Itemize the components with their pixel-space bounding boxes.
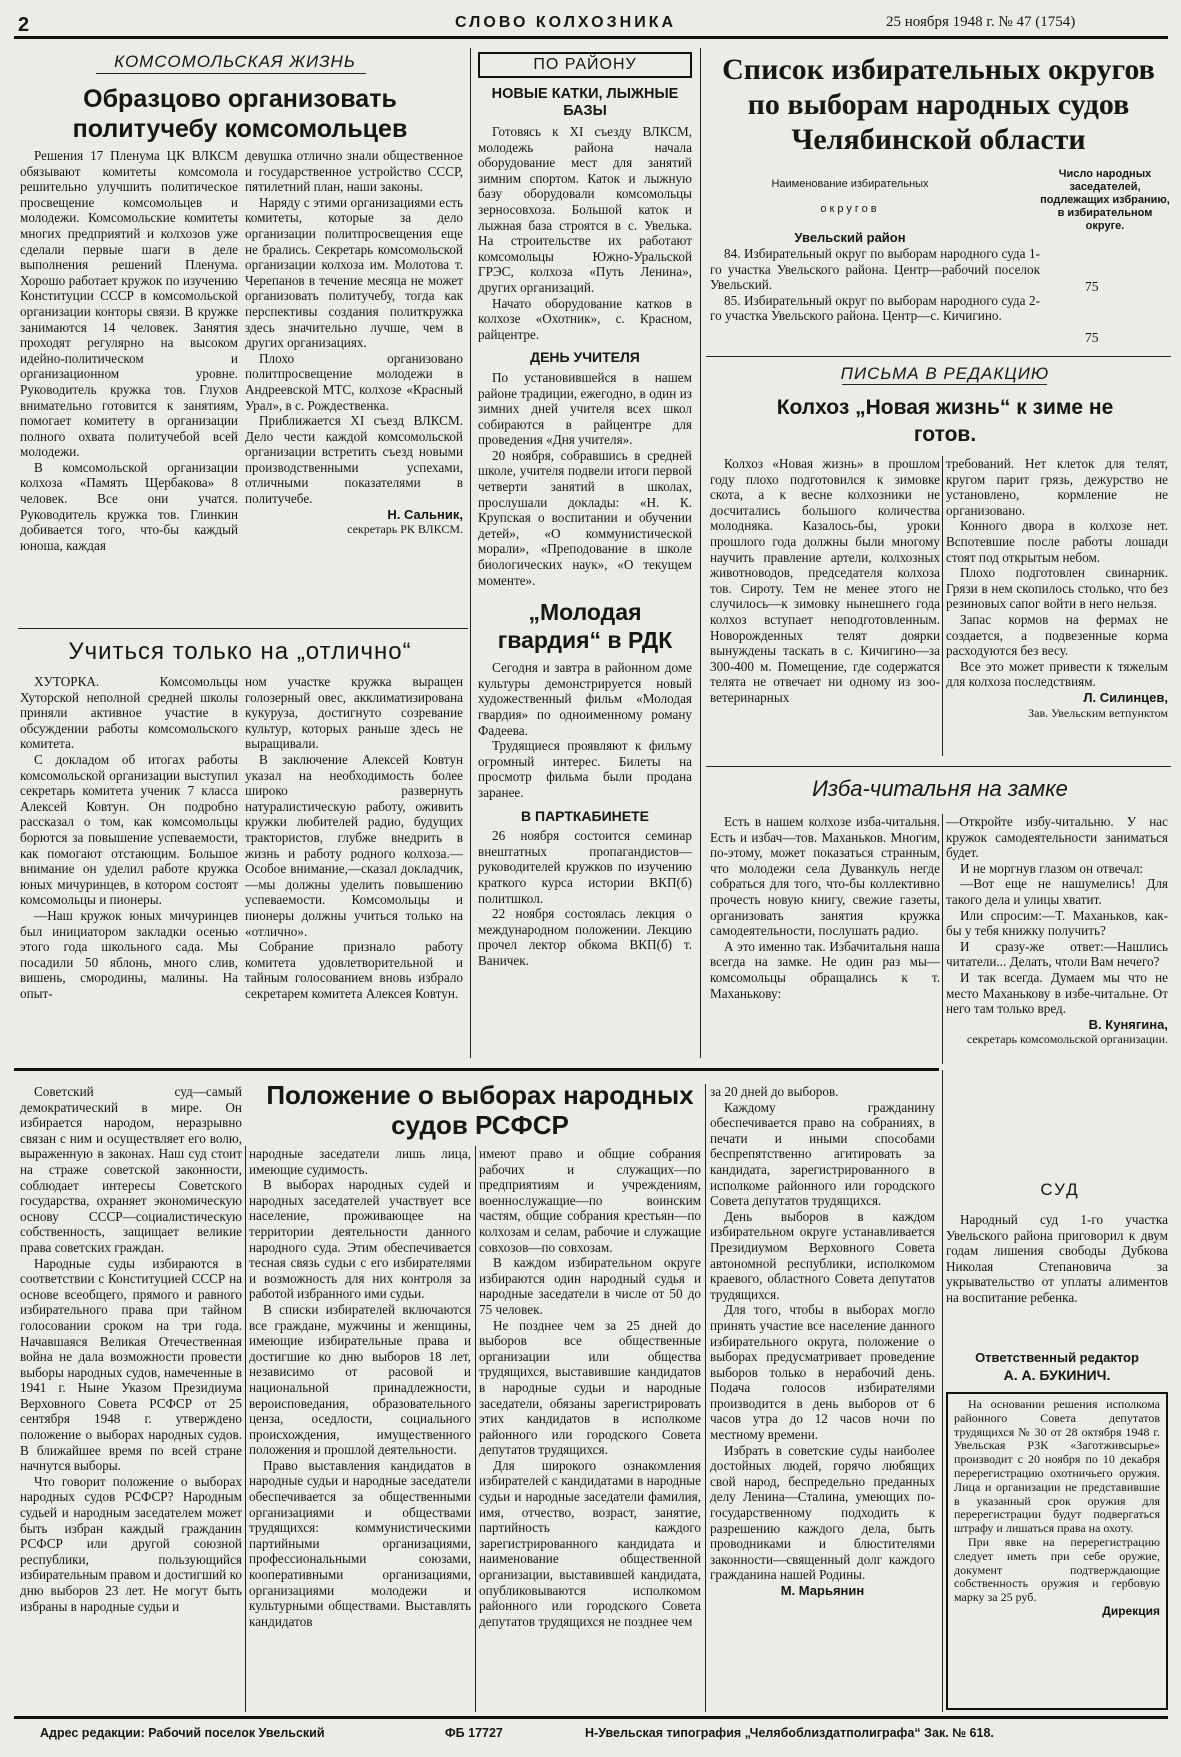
rubric-rayon: ПО РАЙОНУ [533, 56, 637, 73]
rubric-komsomol: КОМСОМОЛЬСКАЯ ЖИЗНЬ [114, 52, 356, 71]
page-number: 2 [18, 14, 30, 36]
paragraph: Готовясь к XI съезду ВЛКСМ, молодежь района начала оборудование мест для занятий зимним спортом. Каток и лыжную базу оборудовали комсомольцы зерносовхоза. Большой каток и лыжная база строятся в с. Увелька. На строительстве их работают комсомольцы Южно-Уральской ГРЭС, колхоза «Путь Ленина», других организаций. [478, 124, 692, 295]
paragraph: Что говорит положение о выборах народных судов РСФСР? Народным судьей и народным заседателем может быть избран каждый гражданин РСФСР или другой союзной республики, пользующийся избирательным правом и достигший ко дню выборов 23 лет. Не могут быть избраны в народные судьи и [20, 1473, 242, 1614]
list-item: 84. Избирательный округ по выборам народного суда 1-го участка Увельского района. Центр—рабочий поселок Увельский. [710, 246, 1040, 293]
paragraph: В каждом избирательном округе избираются один народный судья и народные заседатели в числе от 50 до 75 человек. [479, 1255, 701, 1317]
article-polozhenie-col3 [479, 1146, 701, 1709]
paragraph: Для того, чтобы в выборах могло принять участие все население данного избирательного округа, положение о выборах предусматривает проведение выборов только в нерабочий день. Подача голосов избирателями производится в день выборов от 6 часов утра до 12 часов ночи по местному времени. [710, 1302, 935, 1443]
paragraph: девушка отлично знали общественное и государственное устройство СССР, пятилетний план, наши законы. [245, 148, 463, 195]
paragraph: Для широкого ознакомления избирателей с кандидатами в народные судьи и народные заседатели фамилия, имя, отчество, возраст, занятие, партийность каждого зарегистрированного кандидата и наименование общественной организации, выставившей кандидата, опубликовываются исполкомом районного или городского Совета депутатов трудящихся не позднее чем [479, 1457, 701, 1629]
article-izba-col2 [946, 814, 1168, 1210]
table-header-right: Число народных заседателей, подлежащих избранию, в избирательном округе. [1040, 168, 1170, 232]
signature: М. Марьянин [780, 1583, 865, 1598]
column-divider [245, 1146, 246, 1712]
paragraph: народные заседатели лишь лица, имеющие судимость. [249, 1146, 471, 1177]
section-rule [706, 356, 1171, 357]
masthead-rule [14, 36, 1168, 39]
table-header-left: Наименование избирательных [771, 178, 929, 190]
paragraph: Право выставления кандидатов в народные судьи и народные заседатели обеспечивается за общественными организациями и обществами трудящихся: коммунистическими партийными организациями, профессиональными союзами, кооперативными организациями, организациями молодежи и культурными обществами. Выставлять кандидатов [249, 1457, 471, 1629]
heading-partkabinet: В ПАРТКАБИНЕТЕ [521, 807, 649, 824]
article-otlichno-col1 [20, 674, 238, 1062]
paragraph: Народные суды избираются в соответствии с Конституцией СССР на основе всеобщего, прямого и равного избирательного права при тайном голосовании сроком на три года. Начавшаяся Великая Отечественная война не дала возможности провести выборы народных судов, намеченные в 1941 г. Ныне Указом Президиума Верховного Совета РСФСР от 25 сентября 1948 г. утверждено положение о выборах народных судов. В ближайшее время по всей стране начнутся выборы. [20, 1255, 242, 1474]
district-name: Увельский район [794, 230, 906, 245]
footer-address: Адрес редакции: Рабочий поселок Увельский [40, 1726, 325, 1740]
paragraph: Или спросим:—Т. Маханьков, как-бы у тебя книжку получить? [946, 907, 1168, 939]
article-polozhenie-col1 [20, 1084, 242, 1709]
paragraph: При явке на перерегистрацию следует иметь при себе оружие, документ подтверждающие собственность оружия и гербовую марку за 25 руб. [954, 1534, 1160, 1605]
paragraph: Плохо подготовлен свинарник. Грязи в нем скопилось столько, что без резиновых сапог войти в него нельзя. [946, 565, 1168, 612]
paragraph: По установившейся в нашем районе традиции, ежегодно, в один из зимних дней учителя всех школ собираются в райцентре для проведения «Дня учителя». [478, 369, 692, 448]
paragraph: 22 ноября состоялась лекция о международном положении. Лекцию прочел лектор обкома ВКП(б) т. Ваничек. [478, 906, 692, 968]
paragraph: В комсомольской организации колхоза «Память Щербакова» 8 человек. Все они учатся. Руководитель кружка тов. Глинкин добивается того, что-бы каждый юноша, каждая [20, 459, 238, 553]
column-divider [942, 1070, 943, 1712]
headline-otlichno: Учиться только на „отлично“ [68, 638, 412, 665]
footer-rule [14, 1716, 1168, 1719]
article-polozhenie-col4 [710, 1084, 935, 1709]
paragraph: за 20 дней до выборов. [710, 1084, 839, 1099]
rubric-underline [96, 73, 366, 74]
rubric-pisma: ПИСЬМА В РЕДАКЦИЮ [840, 364, 1050, 383]
article-polozhenie-col2 [249, 1146, 471, 1709]
paragraph: Избрать в советские суды наиболее достойных людей, горячо любящих свой народ, беспредельно преданных делу Ленина—Сталина, умеющих по-государственному подходить к разрешению каждого дела, быть проводниками и блюстителями законности—священный долг каждого гражданина нашей Родины. [710, 1442, 935, 1583]
issue-date: 25 ноября 1948 г. № 47 (1754) [886, 14, 1076, 30]
paragraph: —Наш кружок юных мичуринцев был инициатором закладки осенью этого года школьного сада. Мы посадили 50 яблонь, много слив, вишень, смородины, малины. На опыт- [20, 907, 238, 1001]
section-rule [706, 766, 1171, 767]
paragraph: ХУТОРКА. Комсомольцы Хуторской неполной средней школы приняли активное участие в обсуждении работы комсомольского комитета. [20, 674, 238, 752]
section-rule [14, 1068, 939, 1071]
paragraph: Начато оборудование катков в колхозе «Охотник», с. Красном, райцентре. [478, 295, 692, 342]
paragraph: Есть в нашем колхозе изба-читальня. Есть и избач—тов. Маханьков. Многим, по-этому, может показаться странным, что молодежи села Дуванкуль негде собраться для того, что-бы коллективно прочесть новую книгу, свежие газеты, организовать занятия кружка самодеятельности, послушать радио. [710, 814, 940, 939]
column-divider [475, 1146, 476, 1712]
paragraph: Конного двора в колхозе нет. Вспотевшие после работы лошади стоят под открытым небом. [946, 518, 1168, 565]
newspaper-title: СЛОВО КОЛХОЗНИКА [455, 14, 677, 31]
paragraph: Колхоз «Новая жизнь» в прошлом году плохо подготовился к зимовке скота, а к весне колхозники не досчитались большого количества молодняка. Казалось-бы, уроки прошлого года должны были многому научить правление артели, колхозных животноводов, председателя колхоза тов. Сироту. Тем не менее этого не случилось—к зимовку нынешнего года колхоз вступает неподготовленным. Новорожденных телят доярки вынуждены таскать в с. Кичигино—за 300-400 м. Помещение, где содержатся телята не отвечает ни одному из зоо-ветеринарных [710, 456, 940, 705]
paragraph: —Откройте избу-читальню. У нас кружок самодеятельности заниматься будет. [946, 814, 1168, 861]
section-rule [18, 628, 468, 629]
paragraph: В выборах народных судей и народных заседателей участвует все население, проживающее на территории деятельности данного народного суда. Этим обеспечивается тесная связь судьи с его избирателями и возможность для них контроля за работой избранного ими судьи. [249, 1177, 471, 1302]
editor-name: А. А. БУКИНИЧ. [1003, 1367, 1111, 1383]
heading-molodaya-gvardiya: „Молодая гвардия“ в РДК [497, 599, 673, 654]
paragraph: —Вот еще не нашумелись! Для такого дела и улицы хватит. [946, 876, 1168, 907]
signature: Дирекция [1102, 1603, 1160, 1618]
headline-novaya-zhizn: Колхоз „Новая жизнь“ к зиме не готов. [776, 396, 1114, 446]
article-komsomol-col1 [20, 148, 238, 623]
footer-code: ФБ 17727 [445, 1726, 503, 1740]
heading-katki: НОВЫЕ КАТКИ, ЛЫЖНЫЕ БАЗЫ [491, 86, 679, 119]
paragraph: Запас кормов на фермах не создается, а подвезенные корма расходуются без весу. [946, 611, 1168, 659]
paragraph: 20 ноября, собравшись в средней школе, учителя подвели итоги первой четверти занятий в школах, прослушали доклады: «Н. К. Крупская о воспитании и обучении детей», «О коммунистической морали», «Преподование в школе биологических наук», «О текущем моменте». [478, 447, 692, 588]
okruga-list [710, 246, 1040, 346]
column-divider [942, 456, 943, 756]
signature: Л. Силинцев, [1083, 689, 1168, 705]
paragraph: Приближается XI съезд ВЛКСМ. Дело чести каждой комсомольской организации встретить съезд новыми производственными успехами, отличными показателями в политучебе. [245, 413, 463, 507]
column-divider [700, 48, 701, 1058]
paragraph: 26 ноября состоится семинар внештатных пропагандистов—руководителей кружков по изучению краткого курса истории ВКП(б) политшкол. [478, 828, 692, 906]
footer-printer: Н-Увельская типография „Челябоблиздатполиграфа“ Зак. № 618. [585, 1726, 994, 1740]
paragraph: В списки избирателей включаются все граждане, мужчины и женщины, имеющие избирательные права и достигшие ко дню выборов 18 лет, независимо от расовой и национальной принадлежности, вероисповедания, образовательного ценза, оседлости, социального происхождения, имущественного положения и прошлой деятельности. [249, 1301, 471, 1458]
paragraph: имеют право и общие собрания рабочих и служащих—по предприятиям и учреждениям, военнослужащие—по воинским частям, общие собрания крестьян—по колхозам и селам, рабочие и служащие совхозов—по совхозам. [479, 1146, 701, 1255]
paragraph: И так всегда. Думаем мы что не место Маханькову в избе-читальне. От него там только вред. [946, 969, 1168, 1017]
article-pisma-col1 [710, 456, 940, 756]
paragraph: Собрание признало работу комитета удовлетворительной и тайным голосованием вновь избрало секретарем комитета Алексея Ковтун. [245, 939, 463, 1001]
rubric-box [478, 52, 692, 78]
paragraph: День выборов в каждом избирательном округе устанавливается Президиумом Верховного Совета автономной республики, исполкомом краевого, областного Совета депутатов трудящихся. [710, 1208, 935, 1302]
article-pisma-col2 [946, 456, 1168, 756]
paragraph: Плохо организовано политпросвещение молодежи в Андреевской МТС, колхозе «Красный Урал», в с. Рождественка. [245, 350, 463, 413]
editor-label: Ответственный редактор [975, 1350, 1139, 1365]
rubric-underline [842, 384, 1047, 385]
column-rayon [478, 86, 692, 1061]
table-header-left-2: округов [820, 203, 880, 215]
paragraph: В заключение Алексей Ковтун указал на необходимость более широко развернуть натуралистическую работу, оживить кружки любителей радио, будущих трактористов, глубже внедрить в жизнь и работу родного колхоза.—Особое внимание,—сказал докладчик,—мы должны уделить повышению успеваемости. Комсомольцы и пионеры должны учиться только на «отлично». [245, 751, 463, 939]
paragraph: На основании решения исполкома районного Совета депутатов трудящихся № 30 от 28 октября 1948 г. Увельская РЗК «Заготживсырье» производит с 20 ноября по 10 декабря перерегистрацию охотничьего оружия. Лица и организации не представившие в указанный срок оружия для перерегистрации будут подвергаться штрафу и лишаться права на охоту. [954, 1397, 1160, 1536]
headline-politucheba: Образцово организовать политучебу комсомольцев [72, 85, 408, 143]
column-divider [942, 814, 943, 1064]
paragraph: И не моргнув глазом он отвечал: [960, 860, 1144, 876]
paragraph: Советский суд—самый демократический в мире. Он избирается народом, неразрывно связан с ним и осуществляет его волю, выраженную в законах. Наш суд стоит на страже советской законности, соблюдает интересы Советского государства, охраняет экономическую основу СССР—социалистическую собственность, защищает великие права советских граждан. [20, 1084, 242, 1255]
rubric-sud-wrap [960, 1180, 1160, 1198]
headline-izba: Изба-читальня на замке [812, 776, 1068, 801]
paragraph: Наряду с этими организациями есть комитеты, которые за дело организации политпросвещения еще не брались. Секретарь комсомольской организации колхоза им. Молотова т. Черепанов в течение месяца не может организовать политучебу, тогда как перспективы создания политкружка здесь значительно лучше, чем в других организациях. [245, 194, 463, 351]
article-izba-col1 [710, 814, 940, 1062]
paragraph: Не позднее чем за 25 дней до выборов все общественные организации или общества трудящихся, выставившие кандидатов в народные судьи и народные заседатели, обязаны зарегистрировать этих кандидатов в исполкоме районного или городского Совета депутатов трудящихся. [479, 1317, 701, 1458]
paragraph: Все это может привести к тяжелым для колхоза последствиям. [946, 658, 1168, 690]
column-divider [470, 48, 471, 1058]
paragraph: А это именно так. Избачитальня наша всегда на замке. Не один раз мы—комсомольцы обращались к т. Маханькову: [710, 938, 940, 1001]
paragraph: Решения 17 Пленума ЦК ВЛКСМ обязывают комитеты комсомола решительно улучшить политическое просвещение комсомольцев и молодежи. Комсомольские комитеты многих предприятий и колхозов уже сделали первые шаги в деле выполнения решений Пленума. Хорошо работает кружок по изучению Конституции СССР в комсомольской организации конторы связи. В кружке занимаются 14 человек. Занятия проходят регулярно на высоком идейно-политическом и организационном уровне. Руководитель кружка тов. Глухов внимательно готовится к занятиям, помогает комитету в организации полного охвата политучебой всей молодежи. [20, 148, 238, 460]
signature: В. Кунягина, [1088, 1016, 1168, 1032]
paragraph: Трудящиеся проявляют к фильму огромный интерес. Билеты на просмотр фильма были продана заранее. [478, 738, 692, 800]
paragraph: требований. Нет клеток для телят, кругом парит грязь, дежурство не установлено, кормление не организовано. [946, 456, 1168, 518]
article-sud [946, 1212, 1168, 1322]
list-item: 85. Избирательный округ по выборам народного суда 2-го участка Увельского района. Центр—с. Кичигино. [710, 292, 1040, 324]
paragraph: Каждому гражданину обеспечивается право на собраниях, в печати и иными способами беспрепятственно агитировать за кандидата, зарегистрированного в исполкоме районного или городского Совета депутатов трудящихся. [710, 1099, 935, 1209]
signature-role: секретарь комсомольской организации. [966, 1032, 1168, 1047]
signature: Н. Сальник, [387, 506, 463, 522]
signature-role: секретарь РК ВЛКСМ. [347, 522, 463, 537]
headline-polozhenie: Положение о выборах народных судов РСФСР [266, 1080, 694, 1140]
item-count: 75 [1085, 279, 1099, 294]
paragraph: С докладом об итогах работы комсомольской организации выступил секретарь комитета ученик 7 класса Алексей Ковтун. Он подробно рассказал о том, как комсомольцы борются за повышение успеваемости, как помогают отстающим. Большое внимание он уделил работе кружка юных мичуринцев, в котором состоят комсомольцы и пионеры. [20, 751, 238, 908]
notice-box [946, 1392, 1168, 1710]
article-komsomol-col2 [245, 148, 463, 623]
article-otlichno-col2 [245, 674, 463, 1062]
signature-role: Зав. Увельским ветпунктом [1028, 705, 1168, 720]
headline-okruga: Список избирательных округов по выборам народных судов Челябинской области [722, 53, 1155, 156]
rubric-sud: СУД [1040, 1180, 1080, 1199]
paragraph: ном участке кружка выращен голозерный овес, акклиматизирована кукуруза, достигнуто созревание культур, которых раньше здесь не выращивали. [245, 674, 463, 752]
paragraph: Сегодня и завтра в районном доме культуры демонстрируется новый художественный фильм «Молодая гвардия» по одноименному роману Фадеева. [478, 660, 692, 738]
paragraph: И сразу-же ответ:—Нашлись читатели... Делать, чтоли Вам нечего? [946, 938, 1168, 970]
paragraph: Народный суд 1-го участка Увельского района приговорил к двум годам лишения свободы Дубкова Николая Степановича за укрывательство от уплаты алиментов на воспитание ребенка. [946, 1212, 1168, 1305]
item-count: 75 [1085, 330, 1099, 345]
heading-den-uchitelya: ДЕНЬ УЧИТЕЛЯ [530, 349, 640, 366]
column-divider [705, 1084, 706, 1712]
